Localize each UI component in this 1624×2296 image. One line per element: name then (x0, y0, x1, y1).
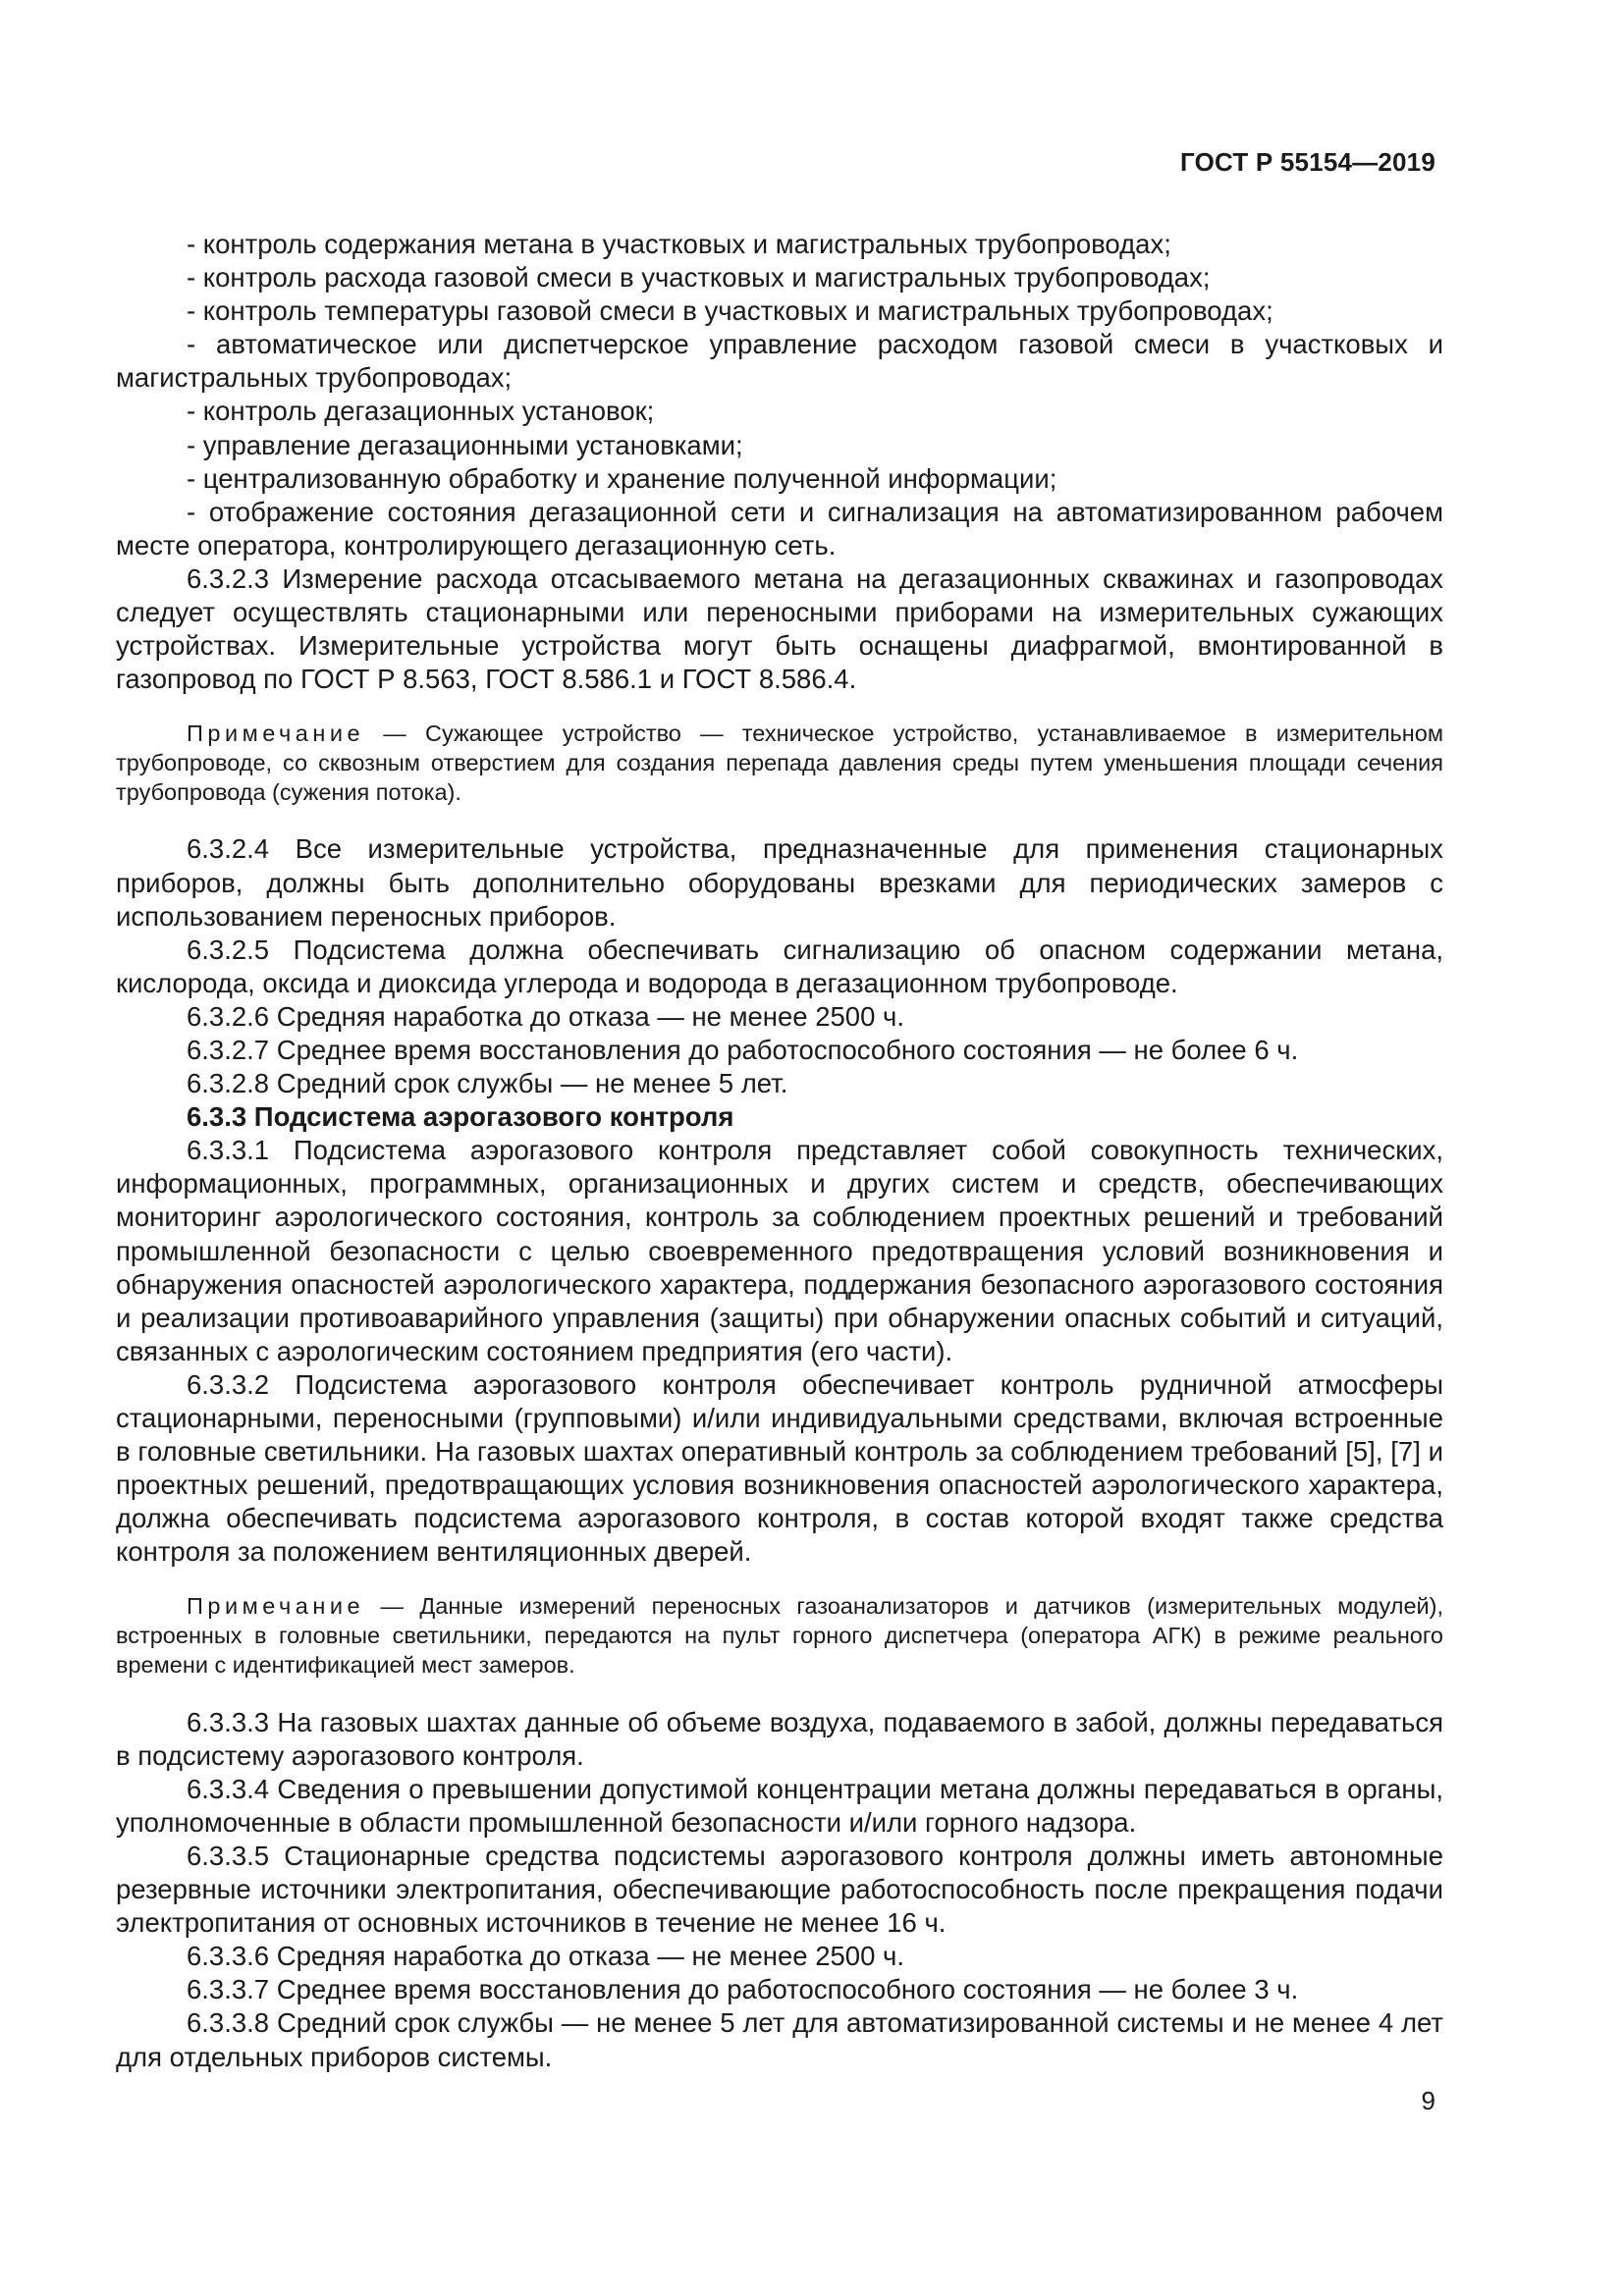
note-text: — Сужающее устройство — техническое устройство, устанавливаемое в измерительном трубопроводе, со сквозным отверстием для создания перепада давления среды путем уменьшения площади сечения трубопровода (сужения потока). (116, 721, 1443, 805)
paragraph-6-3-3-5: 6.3.3.5 Стационарные средства подсистемы аэрогазового контроля должны иметь автономные резервные источники электропитания, обеспечивающие работоспособность после прекращения подачи электропитания от основных источников в течение не менее 16 ч. (116, 1840, 1443, 1939)
list-item: - контроль дегазационных установок; (187, 396, 655, 427)
paragraph-6-3-3-4: 6.3.3.4 Сведения о превышении допустимой концентрации метана должны передаваться в органы, уполномоченные в области промышленной безопасности и/или горного надзора. (116, 1773, 1443, 1838)
list-item: - контроль содержания метана в участковых и магистральных трубопроводах; (187, 229, 1171, 259)
list-item: - управление дегазационными установками; (187, 429, 743, 460)
list-item: - автоматическое или диспетчерское управление расходом газовой смеси в участковых и магистральных трубопроводах; (116, 329, 1443, 394)
list-item: - контроль расхода газовой смеси в участковых и магистральных трубопроводах; (187, 262, 1211, 294)
paragraph-6-3-2-8: 6.3.2.8 Средний срок службы — не менее 5 лет. (187, 1068, 788, 1099)
list-item: - отображение состояния дегазационной сети и сигнализация на автоматизированном рабочем месте оператора, контролирующего дегазационную сеть. (116, 496, 1443, 561)
paragraph-6-3-3-2: 6.3.3.2 Подсистема аэрогазового контроля обеспечивает контроль рудничной атмосферы стационарными, переносными (групповыми) и/или индивидуальными средствами, включая встроенные в головные светильники. На газовых шахтах оперативный контроль за соблюдением требований [5], [7] и проектных решений, предотвращающих условия возникновения опасностей аэрологического характера, должна обеспечивать подсистема аэрогазового контроля, в состав которой входят также средства контроля за положением вентиляционных дверей. (116, 1368, 1443, 1568)
page-number: 9 (1421, 2086, 1435, 2115)
note-1 (116, 720, 1443, 807)
paragraph-6-3-2-7: 6.3.2.7 Среднее время восстановления до работоспособного состояния — не более 6 ч. (187, 1034, 1299, 1065)
standard-header: ГОСТ Р 55154—2019 (1180, 147, 1435, 177)
paragraph-6-3-2-3: 6.3.2.3 Измерение расхода отсасываемого метана на дегазационных скважинах и газопроводах следует осуществлять стационарными или переносными приборами на измерительных сужающих устройствах. Измерительные устройства могут быть оснащены диафрагмой, вмонтированной в газопровод по ГОСТ Р 8.563, ГОСТ 8.586.1 и ГОСТ 8.586.4. (116, 562, 1443, 695)
note-label: Примечание (187, 721, 365, 747)
page-content (116, 228, 1443, 2074)
paragraph-6-3-3-7: 6.3.3.7 Среднее время восстановления до работоспособного состояния — не более 3 ч. (187, 1974, 1299, 2005)
paragraph-6-3-2-6: 6.3.2.6 Средняя наработка до отказа — не менее 2500 ч. (187, 1000, 905, 1032)
list-item: - централизованную обработку и хранение полученной информации; (187, 462, 1057, 494)
section-heading-6-3-3: 6.3.3 Подсистема аэрогазового контроля (187, 1101, 734, 1133)
list-item: - контроль температуры газовой смеси в участковых и магистральных трубопроводах; (187, 295, 1273, 327)
note-text: — Данные измерений переносных газоанализаторов и датчиков (измерительных модулей), встроенных в головные светильники, передаются на пульт горного диспетчера (оператора АГК) в режиме реального времени с идентификацией мест замеров. (116, 1593, 1443, 1678)
paragraph-6-3-3-6: 6.3.3.6 Средняя наработка до отказа — не менее 2500 ч. (187, 1941, 905, 1972)
paragraph-6-3-2-5: 6.3.2.5 Подсистема должна обеспечивать сигнализацию об опасном содержании метана, кислорода, оксида и диоксида углерода и водорода в дегазационном трубопроводе. (116, 934, 1443, 998)
paragraph-6-3-3-1: 6.3.3.1 Подсистема аэрогазового контроля представляет собой совокупность технических, информационных, программных, организационных и других систем и средств, обеспечивающих мониторинг аэрологического состояния, контроль за соблюдением проектных решений и требований промышленной безопасности с целью своевременного предотвращения условий возникновения и обнаружения опасностей аэрологического характера, поддержания безопасного аэрогазового состояния и реализации противоаварийного управления (защиты) при обнаружении опасных событий и ситуаций, связанных с аэрологическим состоянием предприятия (его части). (116, 1135, 1443, 1366)
paragraph-6-3-3-3: 6.3.3.3 На газовых шахтах данные об объеме воздуха, подаваемого в забой, должны передаваться в подсистему аэрогазового контроля. (116, 1706, 1443, 1771)
note-label: Примечание (187, 1593, 365, 1620)
paragraph-6-3-2-4: 6.3.2.4 Все измерительные устройства, предназначенные для применения стационарных приборов, должны быть дополнительно оборудованы врезками для периодических замеров с использованием переносных приборов. (116, 833, 1443, 932)
paragraph-6-3-3-8: 6.3.3.8 Средний срок службы — не менее 5 лет для автоматизированной системы и не менее 4 лет для отдельных приборов системы. (116, 2007, 1443, 2072)
note-2 (116, 1592, 1443, 1680)
